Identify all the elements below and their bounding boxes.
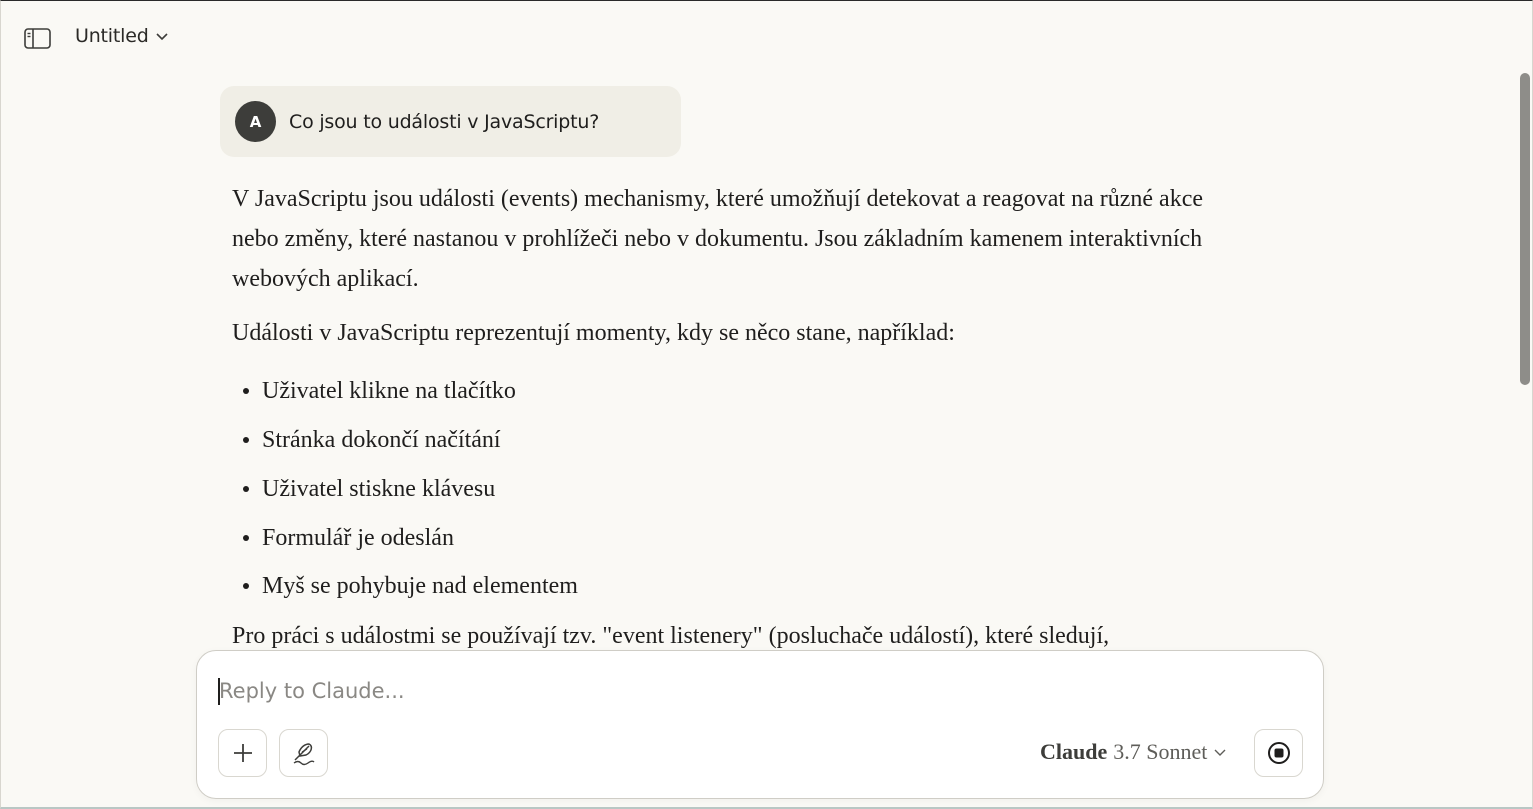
list-item — [232, 465, 578, 514]
avatar: A — [235, 101, 276, 142]
list-item-text: Myš se pohybuje nad elementem — [262, 573, 578, 600]
list-item — [232, 367, 578, 416]
response-bullet-list — [232, 367, 578, 611]
bullet-icon — [243, 583, 249, 589]
response-paragraph: Pro práci s událostmi se používají tzv. "event listenery" (posluchače událostí), které sledují, — [232, 623, 1110, 649]
list-item-text: Stránka dokončí načítání — [262, 427, 501, 454]
sidebar-toggle-button[interactable] — [24, 27, 51, 49]
model-brand: Claude — [1040, 739, 1108, 764]
model-selector[interactable] — [1040, 739, 1227, 765]
style-button[interactable] — [279, 729, 328, 777]
list-item-text: Uživatel stiskne klávesu — [262, 475, 496, 502]
chevron-down-icon — [1213, 747, 1227, 757]
chat-title-dropdown[interactable] — [75, 25, 169, 47]
text-caret — [218, 678, 220, 705]
record-button[interactable] — [1254, 729, 1303, 777]
model-version: 3.7 Sonnet — [1113, 739, 1208, 764]
bullet-icon — [243, 486, 249, 492]
feather-pen-icon — [291, 740, 317, 766]
user-message — [220, 86, 681, 157]
list-item — [232, 562, 578, 611]
add-attachment-button[interactable] — [218, 729, 267, 777]
bullet-icon — [243, 388, 249, 394]
list-item-text: Formulář je odeslán — [262, 524, 454, 551]
record-stop-icon — [1267, 741, 1291, 765]
reply-input[interactable] — [219, 675, 1119, 707]
chat-title: Untitled — [75, 25, 149, 47]
composer — [196, 650, 1324, 799]
plus-icon — [232, 742, 254, 764]
list-item-text: Uživatel klikne na tlačítko — [262, 378, 516, 405]
scrollbar-thumb[interactable] — [1520, 73, 1530, 385]
list-item — [232, 416, 578, 465]
chevron-down-icon — [155, 31, 169, 41]
bullet-icon — [243, 535, 249, 541]
list-item — [232, 513, 578, 562]
response-paragraph: Události v JavaScriptu reprezentují momenty, kdy se něco stane, například: — [232, 320, 955, 346]
response-paragraph: V JavaScriptu jsou události (events) mechanismy, které umožňují detekovat a reagovat na různé akce nebo změny, které nastanou v prohlížeči nebo v dokumentu. Jsou základním kamenem interaktivních webových aplikací. — [232, 186, 1204, 292]
user-message-text: Co jsou to události v JavaScriptu? — [289, 110, 600, 133]
bullet-icon — [243, 437, 249, 443]
sidebar-icon — [24, 28, 51, 49]
header — [1, 1, 1532, 73]
